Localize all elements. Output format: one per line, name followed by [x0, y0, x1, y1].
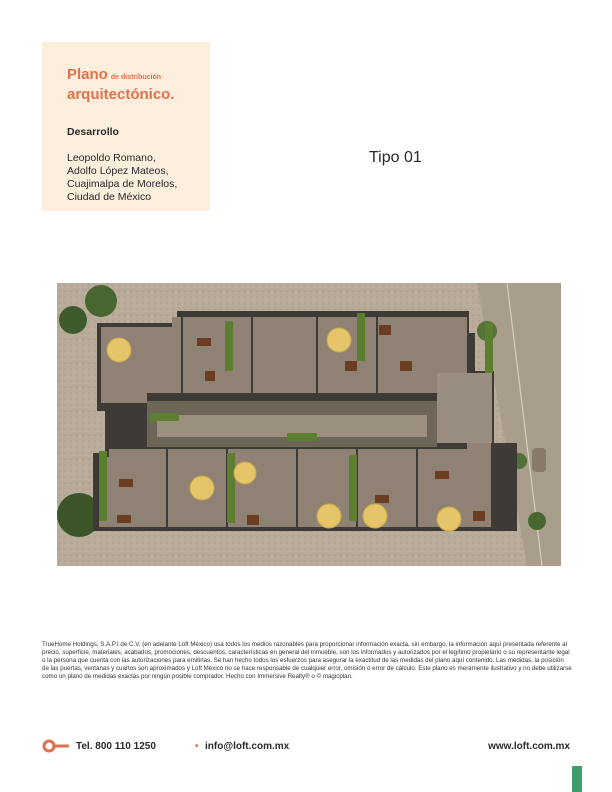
footer: [42, 737, 572, 757]
address-line: Cuajimalpa de Morelos,: [67, 178, 178, 190]
website-link[interactable]: www.loft.com.mx: [488, 741, 570, 752]
title-word: Plano: [67, 66, 108, 83]
plan-type-label: Tipo 01: [369, 149, 422, 166]
address-block: [67, 152, 210, 204]
development-label: Desarrollo: [67, 126, 119, 138]
loft-key-logo-icon: [42, 739, 70, 753]
address-line: Ciudad de México: [67, 191, 152, 203]
info-card: [42, 42, 210, 211]
email-link[interactable]: info@loft.com.mx: [205, 741, 290, 752]
plan-title: [67, 66, 210, 86]
legal-disclaimer: TrueHome Holdings, S.A.P.I de C.V. (en adelante Loft México) usa todos los medios razonables para proporcionar información exacta, sin embargo, la información aquí presentada referente al precio, superficie, materiales, acabados, promociones, descuentos, características en general del inmueble, son los informados y autorizados por el legítimo propietario o su representante legal o la persona que cuenta con las autorizaciones para emitirlas. Se han hecho todos los esfuerzos para asegurar la exactitud de las medidas del plano aquí contenido. Las medidas, la posición de las puertas, ventanas y cuartos son aproximados y Loft México no se hace responsable de cualquier error, omisión o error de cálculo. Este plano es meramente ilustrativo y no debe utilizarse como un plano de medidas exactas por ningún posible comprador. Hecho con Immersive Realty® o © magicplan.: [42, 641, 572, 681]
title-small: de distribución: [110, 74, 162, 81]
address-line: Leopoldo Romano,: [67, 152, 156, 164]
footer-separator: •: [195, 741, 199, 752]
plan-title-line2: arquitectónico.: [67, 86, 175, 103]
address-line: Adolfo López Mateos,: [67, 165, 169, 177]
phone-number[interactable]: Tel. 800 110 1250: [76, 741, 156, 752]
page-tab-marker: [572, 766, 582, 792]
aerial-floor-plan: [57, 283, 561, 566]
car-icon: [532, 448, 546, 472]
